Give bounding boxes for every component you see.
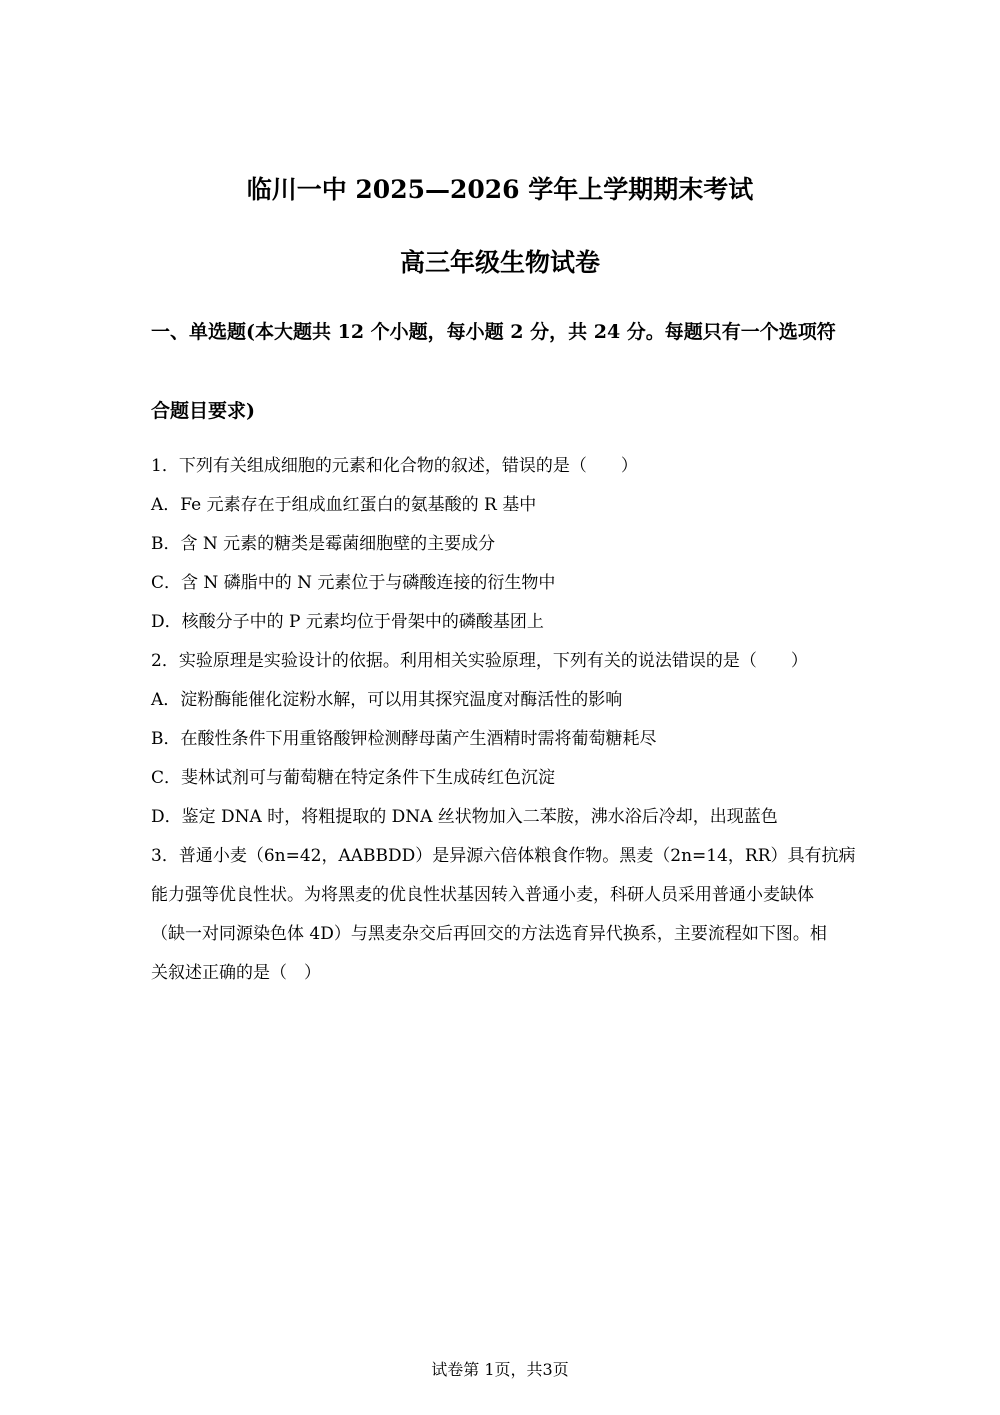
question-1-option-a: A．Fe 元素存在于组成血红蛋白的氨基酸的 R 基中 (151, 495, 537, 515)
question-1-option-c: C．含 N 磷脂中的 N 元素位于与磷酸连接的衍生物中 (151, 573, 556, 593)
section-heading: 一、单选题(本大题共 12 个小题，每小题 2 分，共 24 分。每题只有一个选项符 (151, 321, 836, 343)
question-3-stem-line-4: 关叙述正确的是（ ） (151, 963, 321, 983)
exam-subtitle: 高三年级生物试卷 (399, 248, 600, 277)
question-2-option-b: B．在酸性条件下用重铬酸钾检测酵母菌产生酒精时需将葡萄糖耗尽 (151, 729, 657, 749)
exam-title: 临川一中 2025—2026 学年上学期期末考试 (246, 175, 754, 204)
question-2-option-d: D．鉴定 DNA 时，将粗提取的 DNA 丝状物加入二苯胺，沸水浴后冷却，出现蓝色 (151, 807, 778, 827)
question-2-option-a: A．淀粉酶能催化淀粉水解，可以用其探究温度对酶活性的影响 (151, 690, 623, 710)
question-2-option-c: C．斐林试剂可与葡萄糖在特定条件下生成砖红色沉淀 (151, 768, 556, 788)
question-2-stem: 2．实验原理是实验设计的依据。利用相关实验原理，下列有关的说法错误的是（ ） (151, 651, 808, 671)
question-1-stem: 1．下列有关组成细胞的元素和化合物的叙述，错误的是（ ） (151, 456, 638, 476)
question-3-stem-line-3: （缺一对同源染色体 4D）与黑麦杂交后再回交的方法选育异代换系，主要流程如下图。相 (151, 924, 827, 944)
page-number-footer: 试卷第 1页，共3页 (431, 1360, 569, 1379)
section-heading-continued: 合题目要求) (151, 400, 255, 422)
question-3-stem-line-1: 3．普通小麦（6n=42，AABBDD）是异源六倍体粮食作物。黑麦（2n=14，RR）具有抗病 (151, 846, 856, 866)
question-3-stem-line-2: 能力强等优良性状。为将黑麦的优良性状基因转入普通小麦，科研人员采用普通小麦缺体 (151, 885, 814, 905)
question-1-option-b: B．含 N 元素的糖类是霉菌细胞壁的主要成分 (151, 534, 496, 554)
question-1-option-d: D．核酸分子中的 P 元素均位于骨架中的磷酸基团上 (151, 612, 544, 632)
